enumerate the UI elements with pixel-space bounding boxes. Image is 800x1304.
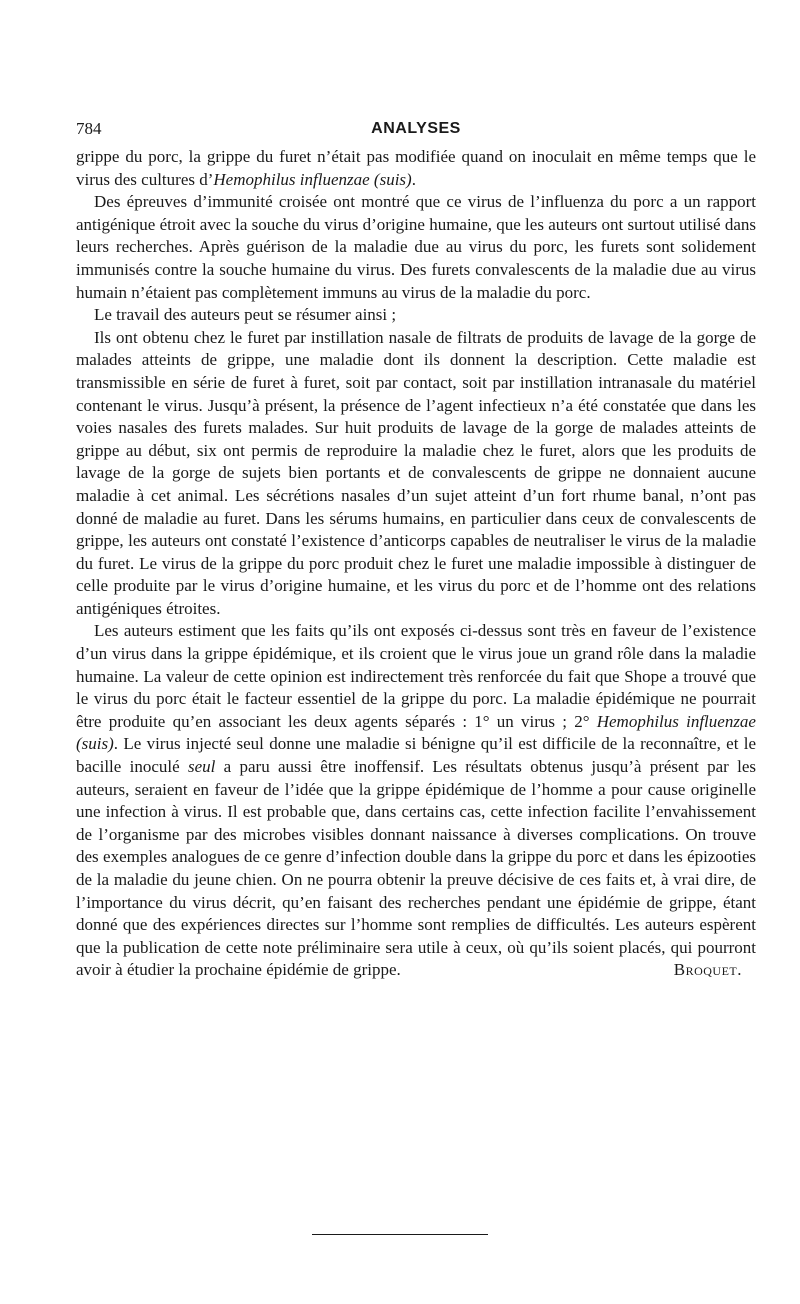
paragraph-3: Le travail des auteurs peut se résumer ainsi ; xyxy=(94,305,397,325)
page-header xyxy=(76,118,756,146)
author-signature: Broquet. xyxy=(673,960,742,980)
page-number: 784 xyxy=(76,119,102,138)
page-body xyxy=(76,118,756,982)
p5-italic-1: Hemophilus influenzae (suis) xyxy=(76,711,756,754)
paragraph-4: Ils ont obtenu chez le furet par instillation nasale de filtrats de produits de lavage de la gorge de malades atteints de grippe, une maladie dont ils donnent la description. Cette maladie est transmissible en série de furet à furet, soit par contact, soit par instillation intranasale du matériel contenant le virus. Jusqu’à présent, la présence de l’agent infectieux n’a été constatée que dans les voies nasales des furets malades. Sur huit produits de lavage de la gorge de malades atteints de grippe au début, six ont permis de reproduire la maladie chez le furet, alors que les produits de lavage de la gorge de sujets bien portants et de convalescents de grippe ne donnaient aucune maladie à cet animal. Les sécrétions nasales d’un sujet atteint d’un fort rhume banal, n’ont pas donné de maladie au furet. Dans les sérums humains, en particulier dans ceux de convalescents de grippe, les auteurs ont constaté l’existence d’anticorps capables de neutraliser le virus de la maladie du furet. Le virus de la grippe du porc produit chez le furet une maladie impossible à distinguer de celle produite par le virus d’origine humaine, et les virus du porc et de l’homme ont des relations antigéniques étroites. xyxy=(76,327,756,618)
p1-text: grippe du porc, la grippe du furet n’était pas modifiée quand on inoculait en même temps que le virus des cultures d’ xyxy=(76,147,756,189)
p5-text-3: a paru aussi être inoffensif. Les résultats obtenus jusqu’à présent par les auteurs, seraient en faveur de l’idée que la grippe épidémique de l’homme a pour cause originelle une infection à virus. Il est probable que, dans certains cas, cette infection facilite l’envahissement de l’organisme par des microbes visibles donnant naissance à diverses complications. On trouve des exemples analogues de ce genre d’infection double dans la grippe du porc et dans les épizooties de la maladie du jeune chien. On ne pourra obtenir la preuve décisive de ces faits et, à vrai dire, de l’importance du virus décrit, qu’en faisant des recherches pendant une épidémie de grippe, étant donné que des expériences directes sur l’homme sont remplies de difficultés. Les auteurs espèrent que la publication de cette note préliminaire sera utile à ceux, où qu’ils soient placés, qui pourront avoir à étudier la prochaine épidémie de grippe. xyxy=(76,757,757,980)
p1-end: . xyxy=(411,169,416,189)
paragraph-1 xyxy=(76,146,756,191)
p1-italic: Hemophilus influenzae (suis) xyxy=(213,169,412,189)
p5-text-1: Les auteurs estiment que les faits qu’ils ont exposés ci-dessus sont très en faveur de l’existence d’un virus dans la grippe épidémique, et ils croient que le virus joue un grand rôle dans la maladie humaine. La valeur de cette opinion est indirectement très renforcée du fait que Shope a trouvé que le virus du porc était le facteur essentiel de la grippe du porc. La maladie épidémique ne pourrait être produite qu’en associant les deux agents séparés : 1° un virus ; 2° xyxy=(76,621,756,731)
running-title: ANALYSES xyxy=(371,120,461,137)
p5-text-2: . Le virus injecté seul donne une maladie si bénigne qu’il est difficile de la reconnaître, et le bacille inoculé xyxy=(76,734,756,777)
p5-italic-2: seul xyxy=(187,757,216,777)
closing-rule xyxy=(312,1234,488,1235)
paragraph-5 xyxy=(76,620,756,982)
paragraph-2: Des épreuves d’immunité croisée ont montré que ce virus de l’influenza du porc a un rapport antigénique étroit avec la souche du virus d’origine humaine, que les auteurs ont surtout utilisé dans leurs recherches. Après guérison de la maladie due au virus du porc, les furets sont solidement immunisés contre la souche humaine du virus. Des furets convalescents de la maladie due au virus humain n’étaient pas complètement immuns au virus de la maladie du porc. xyxy=(76,192,756,302)
